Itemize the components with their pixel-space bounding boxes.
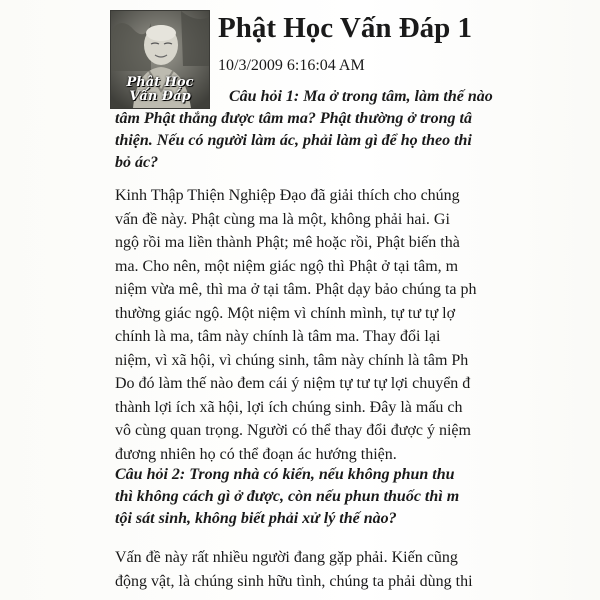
thumbnail-caption-line2: Vấn Đáp: [129, 89, 191, 104]
answer-1-line: ngộ rồi ma liền thành Phật; mê hoặc rồi, Phật biến thà: [115, 234, 460, 251]
answer-1-line: Do đó làm thế nào đem cái ý niệm tự tư tự lợi chuyển đ: [115, 375, 471, 392]
answer-1-line: vấn đề này. Phật cùng ma là một, không phải hai. Gi: [115, 210, 450, 228]
question-1-line: Câu hỏi 1: Ma ở trong tâm, làm thế nào: [229, 88, 493, 105]
answer-1-line: ma. Cho nên, một niệm giác ngộ thì Phật ở tại tâm, m: [115, 257, 459, 275]
answer-2-paragraph: [115, 546, 600, 594]
answer-2-line: động vật, là chúng sinh hữu tình, chúng ta phải dùng thi: [115, 573, 473, 590]
answer-1-line: thành lợi ích xã hội, lợi ích chúng sinh. Đây là mấu ch: [115, 398, 463, 416]
article-timestamp: 10/3/2009 6:16:04 AM: [218, 57, 365, 74]
question-2-line: Câu hỏi 2: Trong nhà có kiến, nếu không phun thu: [115, 466, 455, 483]
question-1-line: tâm Phật thắng được tâm ma? Phật thường ở trong tâ: [115, 110, 472, 127]
answer-1-line: niệm, vì xã hội, vì chúng sinh, tâm này chính là tâm Ph: [115, 351, 469, 369]
answer-1-line: vô cùng quan trọng. Người có thể thay đổi được ý niệm: [115, 422, 471, 439]
answer-1-line: đương nhiên họ có thể đoạn ác hướng thiện.: [115, 445, 397, 463]
question-1: [115, 86, 600, 174]
answer-1-line: Kinh Thập Thiện Nghiệp Đạo đã giải thích cho chúng: [115, 187, 460, 204]
answer-1-paragraph: [115, 184, 600, 466]
question-2-line: thì không cách gì ở được, còn nếu phun thuốc thì m: [115, 488, 460, 505]
answer-1-line: chính là ma, tâm này chính là tâm ma. Thay đổi lại: [115, 328, 441, 345]
thumbnail-caption-line1: Phật Học: [126, 75, 194, 90]
question-1-line: thiện. Nếu có người làm ác, phải làm gì để họ theo thi: [115, 132, 472, 149]
answer-1-line: niệm vừa mê, thì ma ở tại tâm. Phật dạy bảo chúng ta ph: [115, 281, 477, 298]
answer-2-line: Vấn đề này rất nhiều người đang gặp phải. Kiến cũng: [115, 549, 458, 566]
question-2-line: tội sát sinh, không biết phải xử lý thế nào?: [115, 510, 397, 527]
answer-1-line: thường giác ngộ. Một niệm vì chính mình, tự tư tự lợ: [115, 304, 456, 322]
question-1-line: bỏ ác?: [115, 154, 159, 171]
article-title: Phật Học Vấn Đáp 1: [218, 12, 473, 44]
question-2: [115, 464, 600, 530]
